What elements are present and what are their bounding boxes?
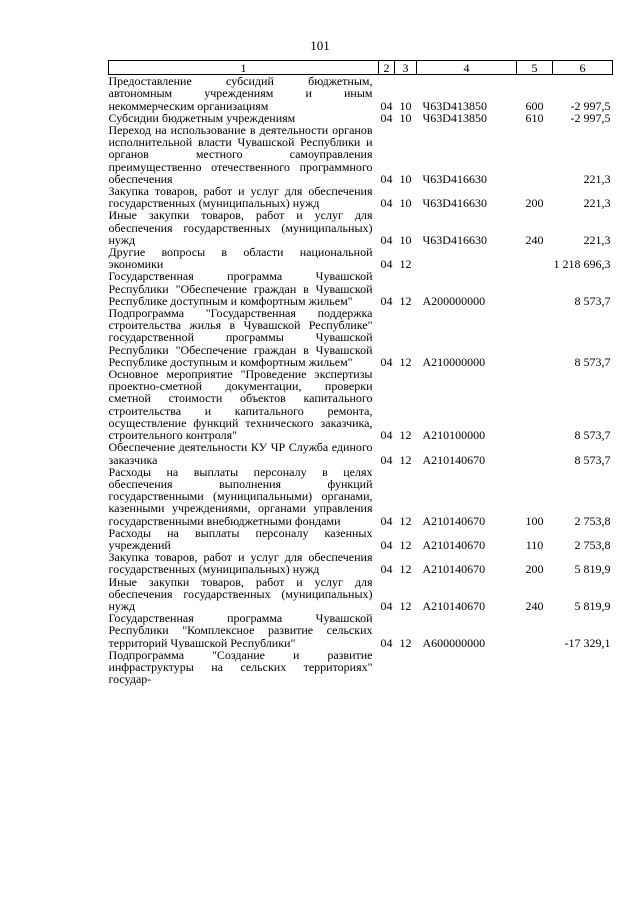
header-cell-5: 5 <box>517 61 553 75</box>
row-amount: 5 819,9 <box>574 598 611 613</box>
row-expense-type: 240 <box>525 232 544 247</box>
row-subsection: 12 <box>399 537 412 552</box>
row-amount: 221,3 <box>583 196 611 211</box>
row-expense-type: 100 <box>525 513 544 528</box>
row-description: Расходы на выплаты персоналу казенных учреждений <box>108 525 373 552</box>
table-row <box>109 307 613 368</box>
row-section: 04 <box>380 428 393 443</box>
row-subsection: 10 <box>399 171 412 186</box>
row-description: Расходы на выплаты персоналу в целях обеспечения выполнения функций государственными (муниципальными) органами, казенными учреждениями, органами управления государственными внебюджетными фондами <box>108 464 373 528</box>
row-section: 04 <box>380 196 393 211</box>
row-subsection: 12 <box>399 428 412 443</box>
table-row <box>109 466 613 527</box>
table-row <box>109 246 613 270</box>
row-section: 04 <box>380 598 393 613</box>
row-section: 04 <box>380 171 393 186</box>
row-subsection <box>395 649 417 686</box>
row-target-code: A210140670 <box>422 452 486 467</box>
table-row <box>109 368 613 441</box>
row-description: Государственная программа Чувашской Республики "Обеспечение граждан в Чувашской Республике доступным и комфортным жильем" <box>108 269 373 308</box>
table-row <box>109 124 613 185</box>
budget-table <box>108 60 613 685</box>
row-expense-type: 240 <box>525 598 544 613</box>
row-subsection: 10 <box>399 110 412 125</box>
row-subsection: 12 <box>399 598 412 613</box>
table-row <box>109 270 613 307</box>
row-section: 04 <box>380 635 393 650</box>
row-expense-type: 110 <box>525 537 544 552</box>
row-target-code: A600000000 <box>422 635 486 650</box>
row-amount: 221,3 <box>583 232 611 247</box>
row-target-code: A210000000 <box>422 354 486 369</box>
row-section: 04 <box>380 513 393 528</box>
row-description: Предоставление субсидий бюджетным, автономным учреждениям и иным некоммерческим организациям <box>108 74 373 113</box>
row-section: 04 <box>380 537 393 552</box>
row-section: 04 <box>380 110 393 125</box>
row-description: Иные закупки товаров, работ и услуг для обеспечения государственных (муниципальных) нужд <box>108 574 373 613</box>
row-description: Подпрограмма "Создание и развитие инфраструктуры на сельских территориях" государ- <box>108 647 373 687</box>
row-amount <box>553 649 613 686</box>
row-expense-type <box>517 441 553 465</box>
row-section: 04 <box>380 232 393 247</box>
row-expense-type: 600 <box>525 98 544 113</box>
row-expense-type: 200 <box>525 562 544 577</box>
row-target-code <box>417 649 517 686</box>
row-expense-type <box>517 368 553 441</box>
header-cell-4: 4 <box>417 61 517 75</box>
header-cell-6: 6 <box>553 61 613 75</box>
row-description: Другие вопросы в области национальной экономики <box>108 245 373 272</box>
table-row <box>109 551 613 575</box>
row-target-code: Ч63D416630 <box>422 196 487 211</box>
row-expense-type <box>517 612 553 649</box>
row-target-code: A210140670 <box>422 537 486 552</box>
row-section: 04 <box>380 562 393 577</box>
row-expense-type <box>517 270 553 307</box>
row-amount: 5 819,9 <box>574 562 611 577</box>
row-subsection: 12 <box>399 513 412 528</box>
row-target-code: Ч63D413850 <box>422 98 487 113</box>
row-target-code: A210140670 <box>422 513 486 528</box>
row-description: Переход на использование в деятельности органов исполнительной власти Чувашской Республики и органов местного самоуправления преимущественно отечественного программного обеспечения <box>108 123 373 186</box>
table-row <box>109 612 613 649</box>
row-amount: 1 218 696,3 <box>553 257 611 272</box>
table-row <box>109 185 613 209</box>
header-cell-1: 1 <box>109 61 379 75</box>
row-section: 04 <box>380 257 393 272</box>
row-amount: -17 329,1 <box>564 635 611 650</box>
row-target-code: A210100000 <box>422 428 486 443</box>
row-amount: 8 573,7 <box>574 293 611 308</box>
row-section <box>379 649 395 686</box>
table-row <box>109 75 613 112</box>
header-row <box>109 61 613 75</box>
row-expense-type <box>517 307 553 368</box>
row-section: 04 <box>380 452 393 467</box>
row-description: Государственная программа Чувашской Республики "Комплексное развитие сельских территорий Чувашской Республики" <box>108 611 373 650</box>
row-subsection: 12 <box>399 293 412 308</box>
row-expense-type <box>517 649 553 686</box>
row-amount: 8 573,7 <box>574 354 611 369</box>
table-row <box>109 209 613 246</box>
row-target-code: A200000000 <box>422 293 486 308</box>
row-target-code: Ч63D413850 <box>422 110 487 125</box>
row-amount: -2 997,5 <box>570 98 611 113</box>
row-description: Основное мероприятие "Проведение экспертизы проектно-сметной документации, проверки сметной стоимости объектов капитального строительства и капитального ремонта, осуществление функций технического заказчика, строительного контроля" <box>108 367 373 443</box>
row-target-code: A210140670 <box>422 562 486 577</box>
row-amount: 8 573,7 <box>574 428 611 443</box>
row-subsection: 12 <box>399 635 412 650</box>
row-target-code <box>417 246 517 270</box>
row-expense-type: 200 <box>525 196 544 211</box>
row-subsection: 12 <box>399 452 412 467</box>
row-target-code: Ч63D416630 <box>422 232 487 247</box>
row-subsection: 12 <box>399 257 412 272</box>
row-amount: -2 997,5 <box>570 110 611 125</box>
row-amount: 221,3 <box>583 171 611 186</box>
table-row <box>109 441 613 465</box>
row-section: 04 <box>380 98 393 113</box>
header-cell-2: 2 <box>379 61 395 75</box>
row-target-code: A210140670 <box>422 598 486 613</box>
row-description: Закупка товаров, работ и услуг для обеспечения государственных (муниципальных) нужд <box>108 184 373 211</box>
row-amount: 2 753,8 <box>574 537 611 552</box>
row-section: 04 <box>380 293 393 308</box>
row-description: Субсидии бюджетным учреждениям <box>108 110 296 125</box>
table-row <box>109 576 613 613</box>
row-subsection: 12 <box>399 354 412 369</box>
row-section: 04 <box>380 354 393 369</box>
row-subsection: 10 <box>399 98 412 113</box>
row-amount: 2 753,8 <box>574 513 611 528</box>
row-description: Закупка товаров, работ и услуг для обеспечения государственных (муниципальных) нужд <box>108 550 373 577</box>
row-description: Иные закупки товаров, работ и услуг для обеспечения государственных (муниципальных) нужд <box>108 208 373 247</box>
table-row <box>109 649 613 686</box>
table-row <box>109 527 613 551</box>
header-cell-3: 3 <box>395 61 417 75</box>
row-expense-type <box>517 246 553 270</box>
row-subsection: 10 <box>399 196 412 211</box>
row-target-code: Ч63D416630 <box>422 171 487 186</box>
row-subsection: 10 <box>399 232 412 247</box>
row-subsection: 12 <box>399 562 412 577</box>
row-expense-type: 610 <box>525 110 544 125</box>
page-number: 101 <box>310 38 330 53</box>
row-expense-type <box>517 124 553 185</box>
row-amount: 8 573,7 <box>574 452 611 467</box>
row-description: Подпрограмма "Государственная поддержка строительства жилья в Чувашской Республике" государственной программы Чувашской Республики "Обеспечение граждан в Чувашской Республике доступным и комфортным жильем" <box>108 306 373 369</box>
row-description: Обеспечение деятельности КУ ЧР Служба единого заказчика <box>108 440 373 467</box>
